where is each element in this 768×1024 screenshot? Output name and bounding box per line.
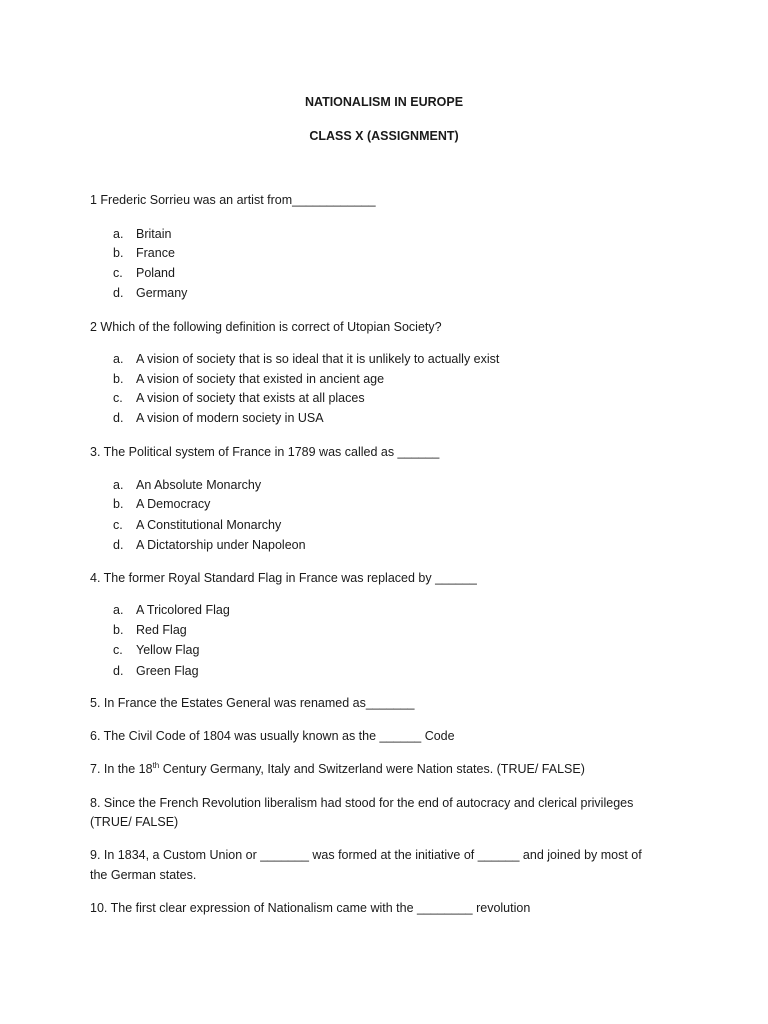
option-letter: d. xyxy=(113,411,124,425)
question-1-option-a xyxy=(113,227,171,242)
question-7-end: Century Germany, Italy and Switzerland were Nation states. (TRUE/ FALSE) xyxy=(159,762,585,776)
question-2-option-b xyxy=(113,372,384,387)
option-text: France xyxy=(136,246,175,260)
option-letter: a. xyxy=(113,603,124,617)
question-7 xyxy=(90,762,585,777)
option-text: Green Flag xyxy=(136,664,199,678)
question-3-option-a xyxy=(113,478,261,493)
option-letter: c. xyxy=(113,391,123,405)
question-4-option-c xyxy=(113,643,199,658)
option-letter: b. xyxy=(113,623,124,637)
question-2-option-a xyxy=(113,352,499,367)
question-10: 10. The first clear expression of Nationalism came with the ________ revolution xyxy=(90,901,531,915)
option-letter: a. xyxy=(113,352,124,366)
option-text: Yellow Flag xyxy=(136,643,200,657)
question-1-option-c xyxy=(113,266,175,281)
option-text: A Constitutional Monarchy xyxy=(136,518,282,532)
question-1-option-b xyxy=(113,246,175,261)
option-text: A vision of society that exists at all places xyxy=(136,391,365,405)
option-letter: b. xyxy=(113,246,124,260)
question-4-option-a xyxy=(113,603,230,618)
question-8-line-2: (TRUE/ FALSE) xyxy=(90,815,179,829)
question-1-option-d xyxy=(113,286,187,301)
option-letter: a. xyxy=(113,478,124,492)
option-letter: a. xyxy=(113,227,124,241)
option-text: An Absolute Monarchy xyxy=(136,478,262,492)
question-3-option-b xyxy=(113,497,210,512)
option-letter: b. xyxy=(113,497,124,511)
question-2-option-d xyxy=(113,411,324,426)
question-9-line-1: 9. In 1834, a Custom Union or _______ was formed at the initiative of ______ and joined by most of xyxy=(90,848,642,862)
question-8-line-1: 8. Since the French Revolution liberalism had stood for the end of autocracy and clerical privileges xyxy=(90,796,634,810)
option-letter: d. xyxy=(113,664,124,678)
question-4-option-b xyxy=(113,623,187,638)
option-text: A vision of society that is so ideal that it is unlikely to actually exist xyxy=(136,352,500,366)
question-3-option-c xyxy=(113,518,281,533)
option-text: Britain xyxy=(136,227,172,241)
question-1: 1 Frederic Sorrieu was an artist from____________ xyxy=(90,193,376,207)
option-text: A vision of modern society in USA xyxy=(136,411,324,425)
question-4: 4. The former Royal Standard Flag in France was replaced by ______ xyxy=(90,571,477,585)
option-letter: d. xyxy=(113,286,124,300)
question-5: 5. In France the Estates General was renamed as_______ xyxy=(90,696,415,710)
question-6: 6. The Civil Code of 1804 was usually known as the ______ Code xyxy=(90,729,455,743)
document-title: NATIONALISM IN EUROPE xyxy=(304,95,464,109)
option-text: Poland xyxy=(136,266,175,280)
option-text: A Democracy xyxy=(136,497,211,511)
option-text: A Tricolored Flag xyxy=(136,603,230,617)
question-4-option-d xyxy=(113,664,199,679)
option-letter: c. xyxy=(113,518,123,532)
question-2: 2 Which of the following definition is correct of Utopian Society? xyxy=(90,320,442,334)
option-text: A Dictatorship under Napoleon xyxy=(136,538,306,552)
option-text: A vision of society that existed in ancient age xyxy=(136,372,385,386)
question-3-option-d xyxy=(113,538,306,553)
option-text: Red Flag xyxy=(136,623,187,637)
question-7-start: 7. In the 18 xyxy=(90,762,153,776)
option-letter: b. xyxy=(113,372,124,386)
question-9-line-2: the German states. xyxy=(90,868,197,882)
question-2-option-c xyxy=(113,391,365,406)
option-letter: c. xyxy=(113,266,123,280)
option-letter: d. xyxy=(113,538,124,552)
question-3: 3. The Political system of France in 1789 was called as ______ xyxy=(90,445,440,459)
option-text: Germany xyxy=(136,286,188,300)
document-subtitle: CLASS X (ASSIGNMENT) xyxy=(309,129,459,143)
ordinal-suffix: th xyxy=(152,760,160,770)
option-letter: c. xyxy=(113,643,123,657)
